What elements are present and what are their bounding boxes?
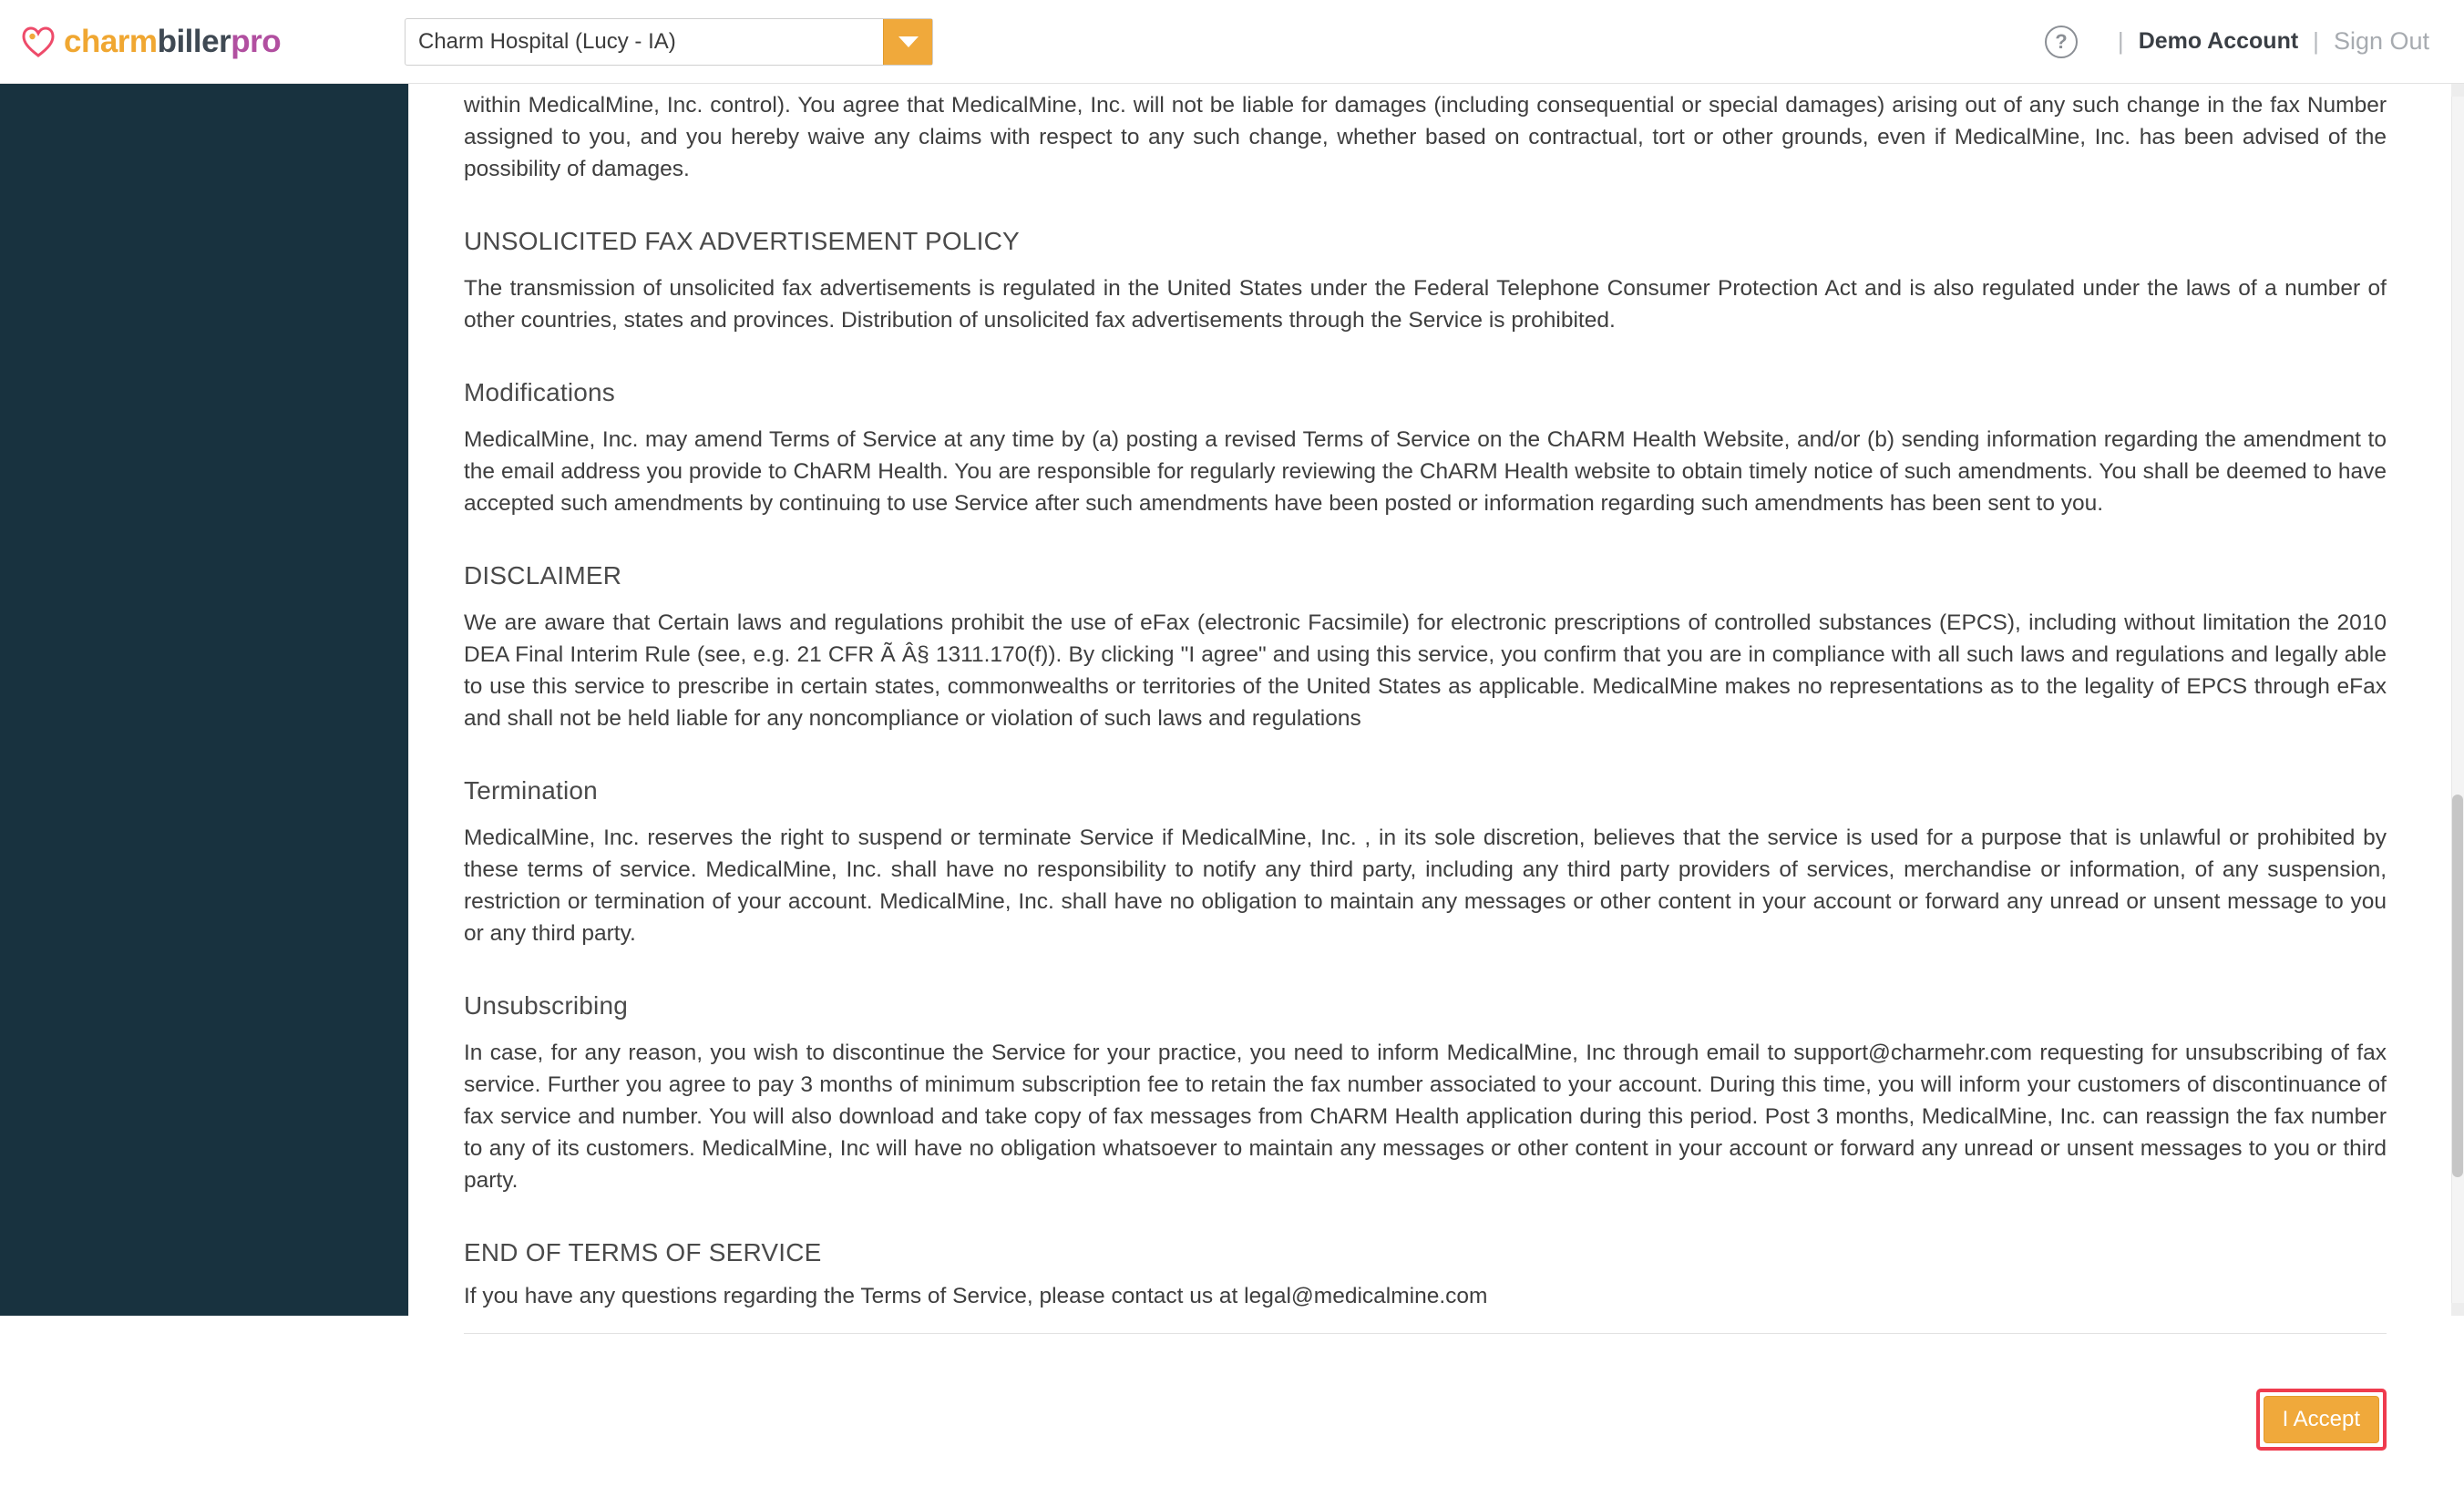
scroll-down-arrow[interactable] xyxy=(2451,1303,2464,1316)
section-paragraph-unsolicited-fax: The transmission of unsolicited fax advertisements is regulated in the United States under the Federal Telephone Consumer Protection Act and is also regulated under the laws of a number of other countries, states and provinces. Distribution of unsolicited fax advertisements through the Service is prohibited. xyxy=(464,276,2387,333)
section-paragraph-disclaimer: We are aware that Certain laws and regulations prohibit the use of eFax (electronic Facsimile) for electronic prescriptions of controlled substances (EPCS), including without limitation the 2010 DEA Final Interim Rule (see, e.g. 21 CFR Ã Â§ 1311.170(f)). By clicking "I agree" and using this service, you confirm that you are in compliance with all such laws and regulations and legally able to use this service to prescribe in certain states, commonwealths or territories of the United States as applicable. MedicalMine makes no representations as to the legality of EPCS through eFax and shall not be held liable for any noncompliance or violation of such laws and regulations xyxy=(464,610,2387,731)
section-title-end-of-terms: END OF TERMS OF SERVICE xyxy=(464,1238,822,1267)
section-title-unsubscribing: Unsubscribing xyxy=(464,991,629,1020)
sign-out-button[interactable]: Sign Out xyxy=(2333,27,2429,55)
section-paragraph-termination: MedicalMine, Inc. reserves the right to suspend or terminate Service if MedicalMine, Inc. , in its sole discretion, believes that the service is used for a purpose that is unlawful or prohibited by these terms of service. MedicalMine, Inc. shall have no responsibility to notify any third party, including any third party providers of services, merchandise or information, of any suspension, restriction or termination of your account. MedicalMine, Inc. shall have no obligation to maintain any messages or other content in your account or forward any unread or unsent message to you or any third party. xyxy=(464,826,2387,946)
practice-selector-value[interactable]: Charm Hospital (Lucy - IA) xyxy=(418,28,676,54)
terms-contact-note: If you have any questions regarding the Terms of Service, please contact us at legal@medicalmine.com xyxy=(464,1284,2387,1334)
logo-text-pro: pro xyxy=(231,23,282,59)
section-title-termination: Termination xyxy=(464,776,598,805)
practice-selector[interactable] xyxy=(405,18,933,66)
app-logo[interactable] xyxy=(22,24,405,60)
vertical-scrollbar[interactable] xyxy=(2451,84,2464,1316)
body-area xyxy=(0,84,2464,1431)
chevron-down-icon[interactable] xyxy=(883,19,932,65)
terms-of-service-panel xyxy=(408,84,2464,1431)
account-name-label[interactable]: Demo Account xyxy=(2138,28,2299,54)
logo-text-biller: biller xyxy=(157,23,231,59)
header-divider: | xyxy=(2117,27,2124,55)
scroll-up-arrow[interactable] xyxy=(2451,84,2464,97)
top-header-bar xyxy=(0,0,2464,84)
i-accept-button[interactable]: I Accept xyxy=(2264,1396,2379,1443)
section-title-modifications: Modifications xyxy=(464,378,616,406)
heart-icon xyxy=(22,26,55,57)
question-mark-icon[interactable]: ? xyxy=(2045,26,2078,58)
terms-intro-paragraph: within MedicalMine, Inc. control). You agree that MedicalMine, Inc. will not be liable for damages (including consequential or special damages) arising out of any such change in the fax Number assigned to you, and you hereby waive any claims with respect to any such change, whether based on contractual, tort or other grounds, even if MedicalMine, Inc. has been advised of the possibility of damages. xyxy=(464,93,2387,181)
header-right-actions xyxy=(2045,26,2429,58)
header-divider-2: | xyxy=(2313,27,2319,55)
scrollbar-thumb[interactable] xyxy=(2452,795,2463,1177)
logo-text-charm: charm xyxy=(64,23,158,59)
left-sidebar xyxy=(0,84,408,1316)
terms-scroll-region[interactable] xyxy=(409,84,2464,1431)
accept-button-row xyxy=(464,1334,2387,1487)
section-paragraph-unsubscribing: In case, for any reason, you wish to discontinue the Service for your practice, you need to inform MedicalMine, Inc through email to support@charmehr.com requesting for unsubscribing of fax service. Further you agree to pay 3 months of minimum subscription fee to retain the fax number associated to your account. During this time, you will inform your customers of discontinuance of fax service and number. You will also download and take copy of fax messages from ChARM Health application during this period. Post 3 months, MedicalMine, Inc. can reassign the fax number to any of its customers. MedicalMine, Inc will have no obligation whatsoever to maintain any messages or other content in your account or forward any unread or unsent messages to you or third party. xyxy=(464,1041,2387,1193)
accept-button-highlight xyxy=(2256,1389,2387,1451)
logo-wordmark xyxy=(64,24,281,60)
section-paragraph-modifications: MedicalMine, Inc. may amend Terms of Service at any time by (a) posting a revised Terms of Service on the ChARM Health Website, and/or (b) sending information regarding the amendment to the email address you provide to ChARM Health. You are responsible for regularly reviewing the ChARM Health website to obtain timely notice of such amendments. You shall be deemed to have accepted such amendments by continuing to use Service after such amendments have been posted or information regarding such amendments has been sent to you. xyxy=(464,427,2387,516)
section-title-unsolicited-fax: UNSOLICITED FAX ADVERTISEMENT POLICY xyxy=(464,227,1020,255)
section-title-disclaimer: DISCLAIMER xyxy=(464,561,622,590)
